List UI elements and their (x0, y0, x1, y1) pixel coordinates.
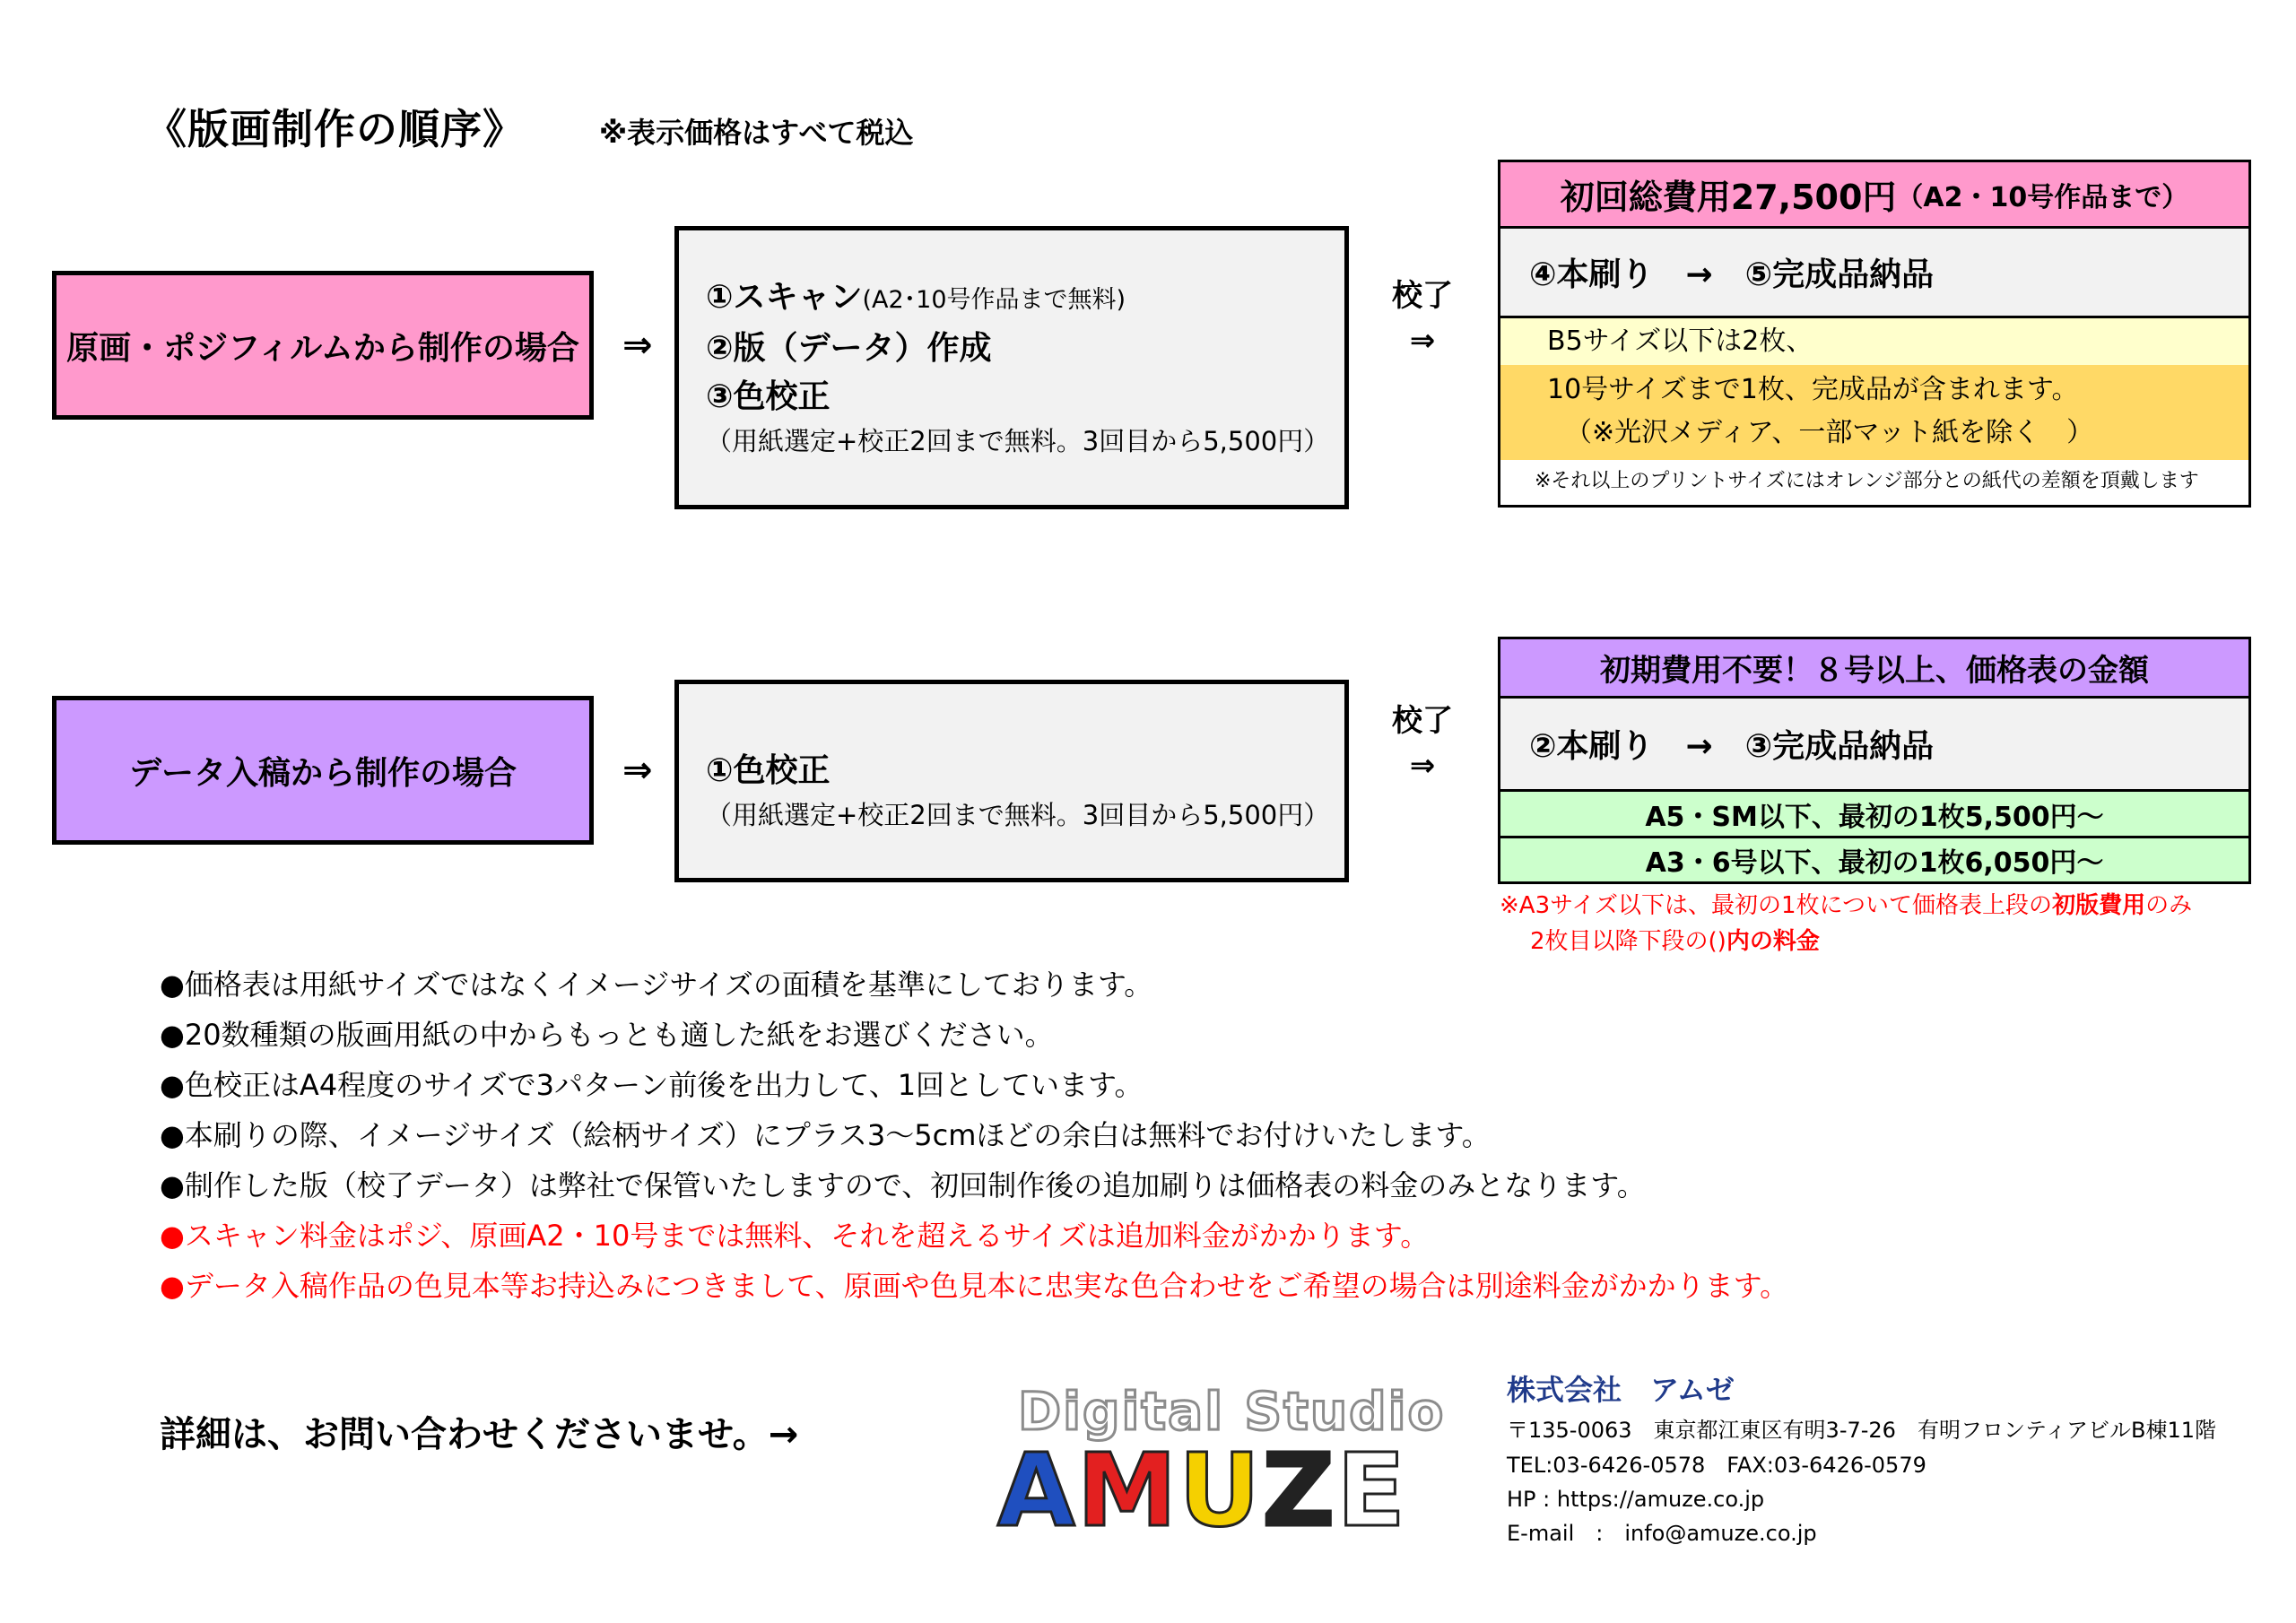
company-contact (1507, 1367, 2216, 1550)
case1-result-footnote: ※それ以上のプリントサイズにはオレンジ部分との紙代の差額を頂戴します (1500, 460, 2248, 503)
note-item: ●価格表は用紙サイズではなくイメージサイズの面積を基準にしております。 (160, 968, 1153, 1002)
case1-result-orange: 10号サイズまで1枚、完成品が含まれます。 （※光沢メディア、一部マット紙を除く ） (1500, 365, 2248, 460)
case1-label-box (52, 271, 594, 420)
case2-red-note: ※A3サイズ以下は、最初の1枚について価格表上段の初版費用のみ 2枚目以降下段の()内の料金 (1500, 892, 2193, 955)
logo-amuze: AMUZE (997, 1433, 1407, 1549)
case2-label-box (52, 696, 594, 845)
case2-result-header: 初期費用不要！８号以上、価格表の金額 (1500, 639, 2248, 699)
tax-note: ※表示価格はすべて税込 (599, 116, 914, 150)
case1-arrow: ⇒ (622, 325, 653, 366)
logo-digital-studio: Digital Studio (1018, 1381, 1446, 1442)
case2-kouryou: 校了 ⇒ (1392, 703, 1453, 784)
case2-steps-box (674, 680, 1349, 882)
note-item-red: ●スキャン料金はポジ、原画A2・10号までは無料、それを超えるサイズは追加料金がかかります。 (160, 1219, 1430, 1253)
case1-step-2: ②版（データ）作成 (706, 330, 992, 367)
case1-result-yellow: B5サイズ以下は2枚、 (1500, 318, 2248, 365)
case2-label: データ入稿から制作の場合 (128, 754, 517, 792)
case2-result-box (1498, 637, 2251, 884)
company-tel: TEL:03-6426-0578 FAX:03-6426-0579 (1507, 1453, 1926, 1478)
case1-result-header: 初回総費用27,500円 （A2・10号作品まで） (1500, 162, 2248, 229)
case1-step-1: ①スキャン(A2･10号作品まで無料) (706, 279, 1126, 316)
case1-kouryou: 校了 ⇒ (1392, 278, 1453, 359)
company-email[interactable]: E-mail : info@amuze.co.jp (1507, 1521, 1817, 1546)
note-item: ●本刷りの際、イメージサイズ（絵柄サイズ）にプラス3～5cmほどの余白は無料でお付けいたします。 (160, 1118, 1491, 1152)
contact-prompt: 詳細は、お問い合わせくださいませ。→ (160, 1414, 799, 1455)
case2-step-1: ①色校正 (706, 752, 831, 789)
case2-step-note: （用紙選定+校正2回まで無料。3回目から5,500円） (706, 800, 1330, 830)
company-address: 〒135-0063 東京都江東区有明3-7-26 有明フロンティアビルB棟11階 (1507, 1418, 2217, 1443)
company-name: 株式会社 アムゼ (1507, 1373, 1735, 1407)
case1-result-process: ④本刷り → ⑤完成品納品 (1500, 229, 2248, 318)
notes-list (160, 959, 1788, 1311)
case2-arrow: ⇒ (622, 750, 653, 791)
note-item: ●色校正はA4程度のサイズで3パターン前後を出力して、1回としています。 (160, 1068, 1144, 1102)
note-item: ●制作した版（校了データ）は弊社で保管いたしますので、初回制作後の追加刷りは価格表の料金のみとなります。 (160, 1168, 1646, 1202)
case2-result-green-1: A5・SM以下、最初の1枚5,500円～ (1500, 792, 2248, 838)
page-title: 《版画制作の順序》 (145, 105, 525, 153)
case1-result-box (1498, 160, 2251, 508)
note-item-red: ●データ入稿作品の色見本等お持込みにつきまして、原画や色見本に忠実な色合わせをご希望の場合は別途料金がかかります。 (160, 1269, 1789, 1303)
case2-result-process: ②本刷り → ③完成品納品 (1500, 699, 2248, 792)
case1-label: 原画・ポジフィルムから制作の場合 (66, 329, 579, 367)
case2-result-green-2: A3・6号以下、最初の1枚6,050円～ (1500, 838, 2248, 881)
note-item: ●20数種類の版画用紙の中からもっとも適した紙をお選びください。 (160, 1018, 1054, 1052)
company-hp[interactable]: HP : https://amuze.co.jp (1507, 1487, 1765, 1512)
case1-steps-box (674, 226, 1349, 509)
case1-step-3: ③色校正 (706, 378, 831, 415)
case1-step-note: （用紙選定+校正2回まで無料。3回目から5,500円） (706, 426, 1330, 456)
